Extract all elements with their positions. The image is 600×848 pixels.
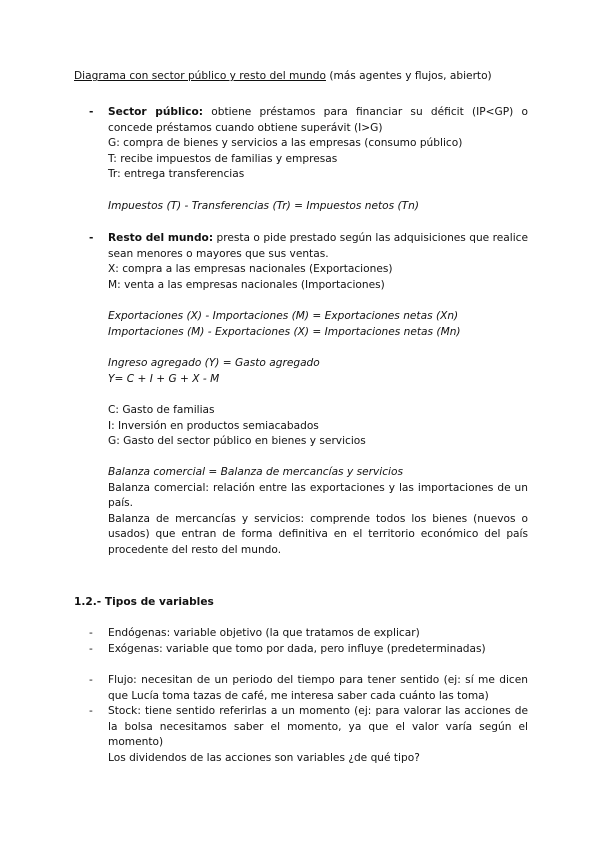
importaciones-netas-formula: Importaciones (M) - Exportaciones (X) = Importaciones netas (Mn): [108, 325, 461, 338]
balanza-title: Balanza comercial = Balanza de mercancías y servicios: [108, 466, 403, 478]
bullet-resto-mundo: -: [89, 232, 94, 244]
impuestos-netos-formula: Impuestos (T) - Transferencias (Tr) = Impuestos netos (Tn): [108, 200, 419, 212]
sector-publico-label: Sector público:: [108, 106, 203, 118]
heading-rest: (más agentes y flujos, abierto): [325, 70, 492, 82]
item-flujo: Flujo: necesitan de un periodo del tiempo para tener sentido (ej: sí me dicen que Lucía toma tazas de café, me interesa saber cada cuánto las toma): [108, 674, 528, 702]
sector-publico-paragraph: [108, 105, 528, 136]
sector-publico-line-g: G: compra de bienes y servicios a las empresas (consumo público): [108, 137, 463, 150]
gasto-components: [108, 403, 528, 450]
balanza-mercancias-definition: Balanza de mercancías y servicios: comprende todos los bienes (nuevos o usados) que entran de forma definitiva en el territorio económico del país procedente del resto del mundo.: [108, 512, 528, 556]
stock-block: [108, 704, 528, 766]
resto-mundo-paragraph: [108, 231, 528, 262]
item-exogenas: Exógenas: variable que tomo por dada, pero influye (predeterminadas): [108, 642, 486, 655]
sector-publico-line-t: T: recibe impuestos de familias y empresas: [108, 152, 338, 165]
component-i: I: Inversión en productos semiacabados: [108, 419, 319, 432]
resto-mundo-text: presta o pide prestado según las adquisiciones que realice sean menores o mayores que sus ventas.: [108, 232, 528, 260]
exportaciones-netas-formula: Exportaciones (X) - Importaciones (M) = Exportaciones netas (Xn): [108, 310, 459, 322]
component-c: C: Gasto de familias: [108, 404, 215, 416]
diagram-heading: [74, 69, 534, 85]
ingreso-agregado-formulas: [108, 356, 528, 387]
exportaciones-formulas: [108, 309, 528, 340]
dash-endogenas: -: [89, 627, 93, 639]
balanza-block: [108, 465, 528, 559]
section-title: 1.2.- Tipos de variables: [74, 596, 214, 608]
item-endogenas: Endógenas: variable objetivo (la que tratamos de explicar): [108, 627, 420, 639]
sector-publico-line-tr: Tr: entrega transferencias: [108, 168, 245, 181]
ingreso-agregado-equation: Y= C + I + G + X - M: [108, 372, 220, 385]
component-g: G: Gasto del sector público en bienes y servicios: [108, 435, 366, 448]
dividendos-question: Los dividendos de las acciones son variables ¿de qué tipo?: [108, 751, 420, 764]
bullet-sector-publico: -: [89, 106, 94, 118]
heading-underlined: Diagrama con sector público y resto del mundo: [74, 70, 326, 82]
resto-mundo-block: [108, 231, 528, 293]
dash-exogenas: -: [89, 642, 93, 655]
dash-stock: -: [89, 705, 93, 718]
balanza-comercial-definition: Balanza comercial: relación entre las exportaciones y las importaciones de un país.: [108, 481, 528, 510]
resto-mundo-line-m: M: venta a las empresas nacionales (Importaciones): [108, 278, 385, 291]
sector-publico-block: [108, 105, 528, 183]
sector-publico-text: obtiene préstamos para financiar su déficit (IP<GP) o concede préstamos cuando obtiene superávit (I>G): [108, 106, 528, 134]
ingreso-agregado-title: Ingreso agregado (Y) = Gasto agregado: [108, 357, 320, 369]
item-stock: Stock: tiene sentido referirlas a un momento (ej: para valorar las acciones de la bolsa necesitamos saber el momento, ya que el valor varía según el momento): [108, 705, 528, 749]
dash-flujo: -: [89, 674, 93, 686]
resto-mundo-line-x: X: compra a las empresas nacionales (Exportaciones): [108, 263, 393, 276]
resto-mundo-label: Resto del mundo:: [108, 232, 214, 244]
